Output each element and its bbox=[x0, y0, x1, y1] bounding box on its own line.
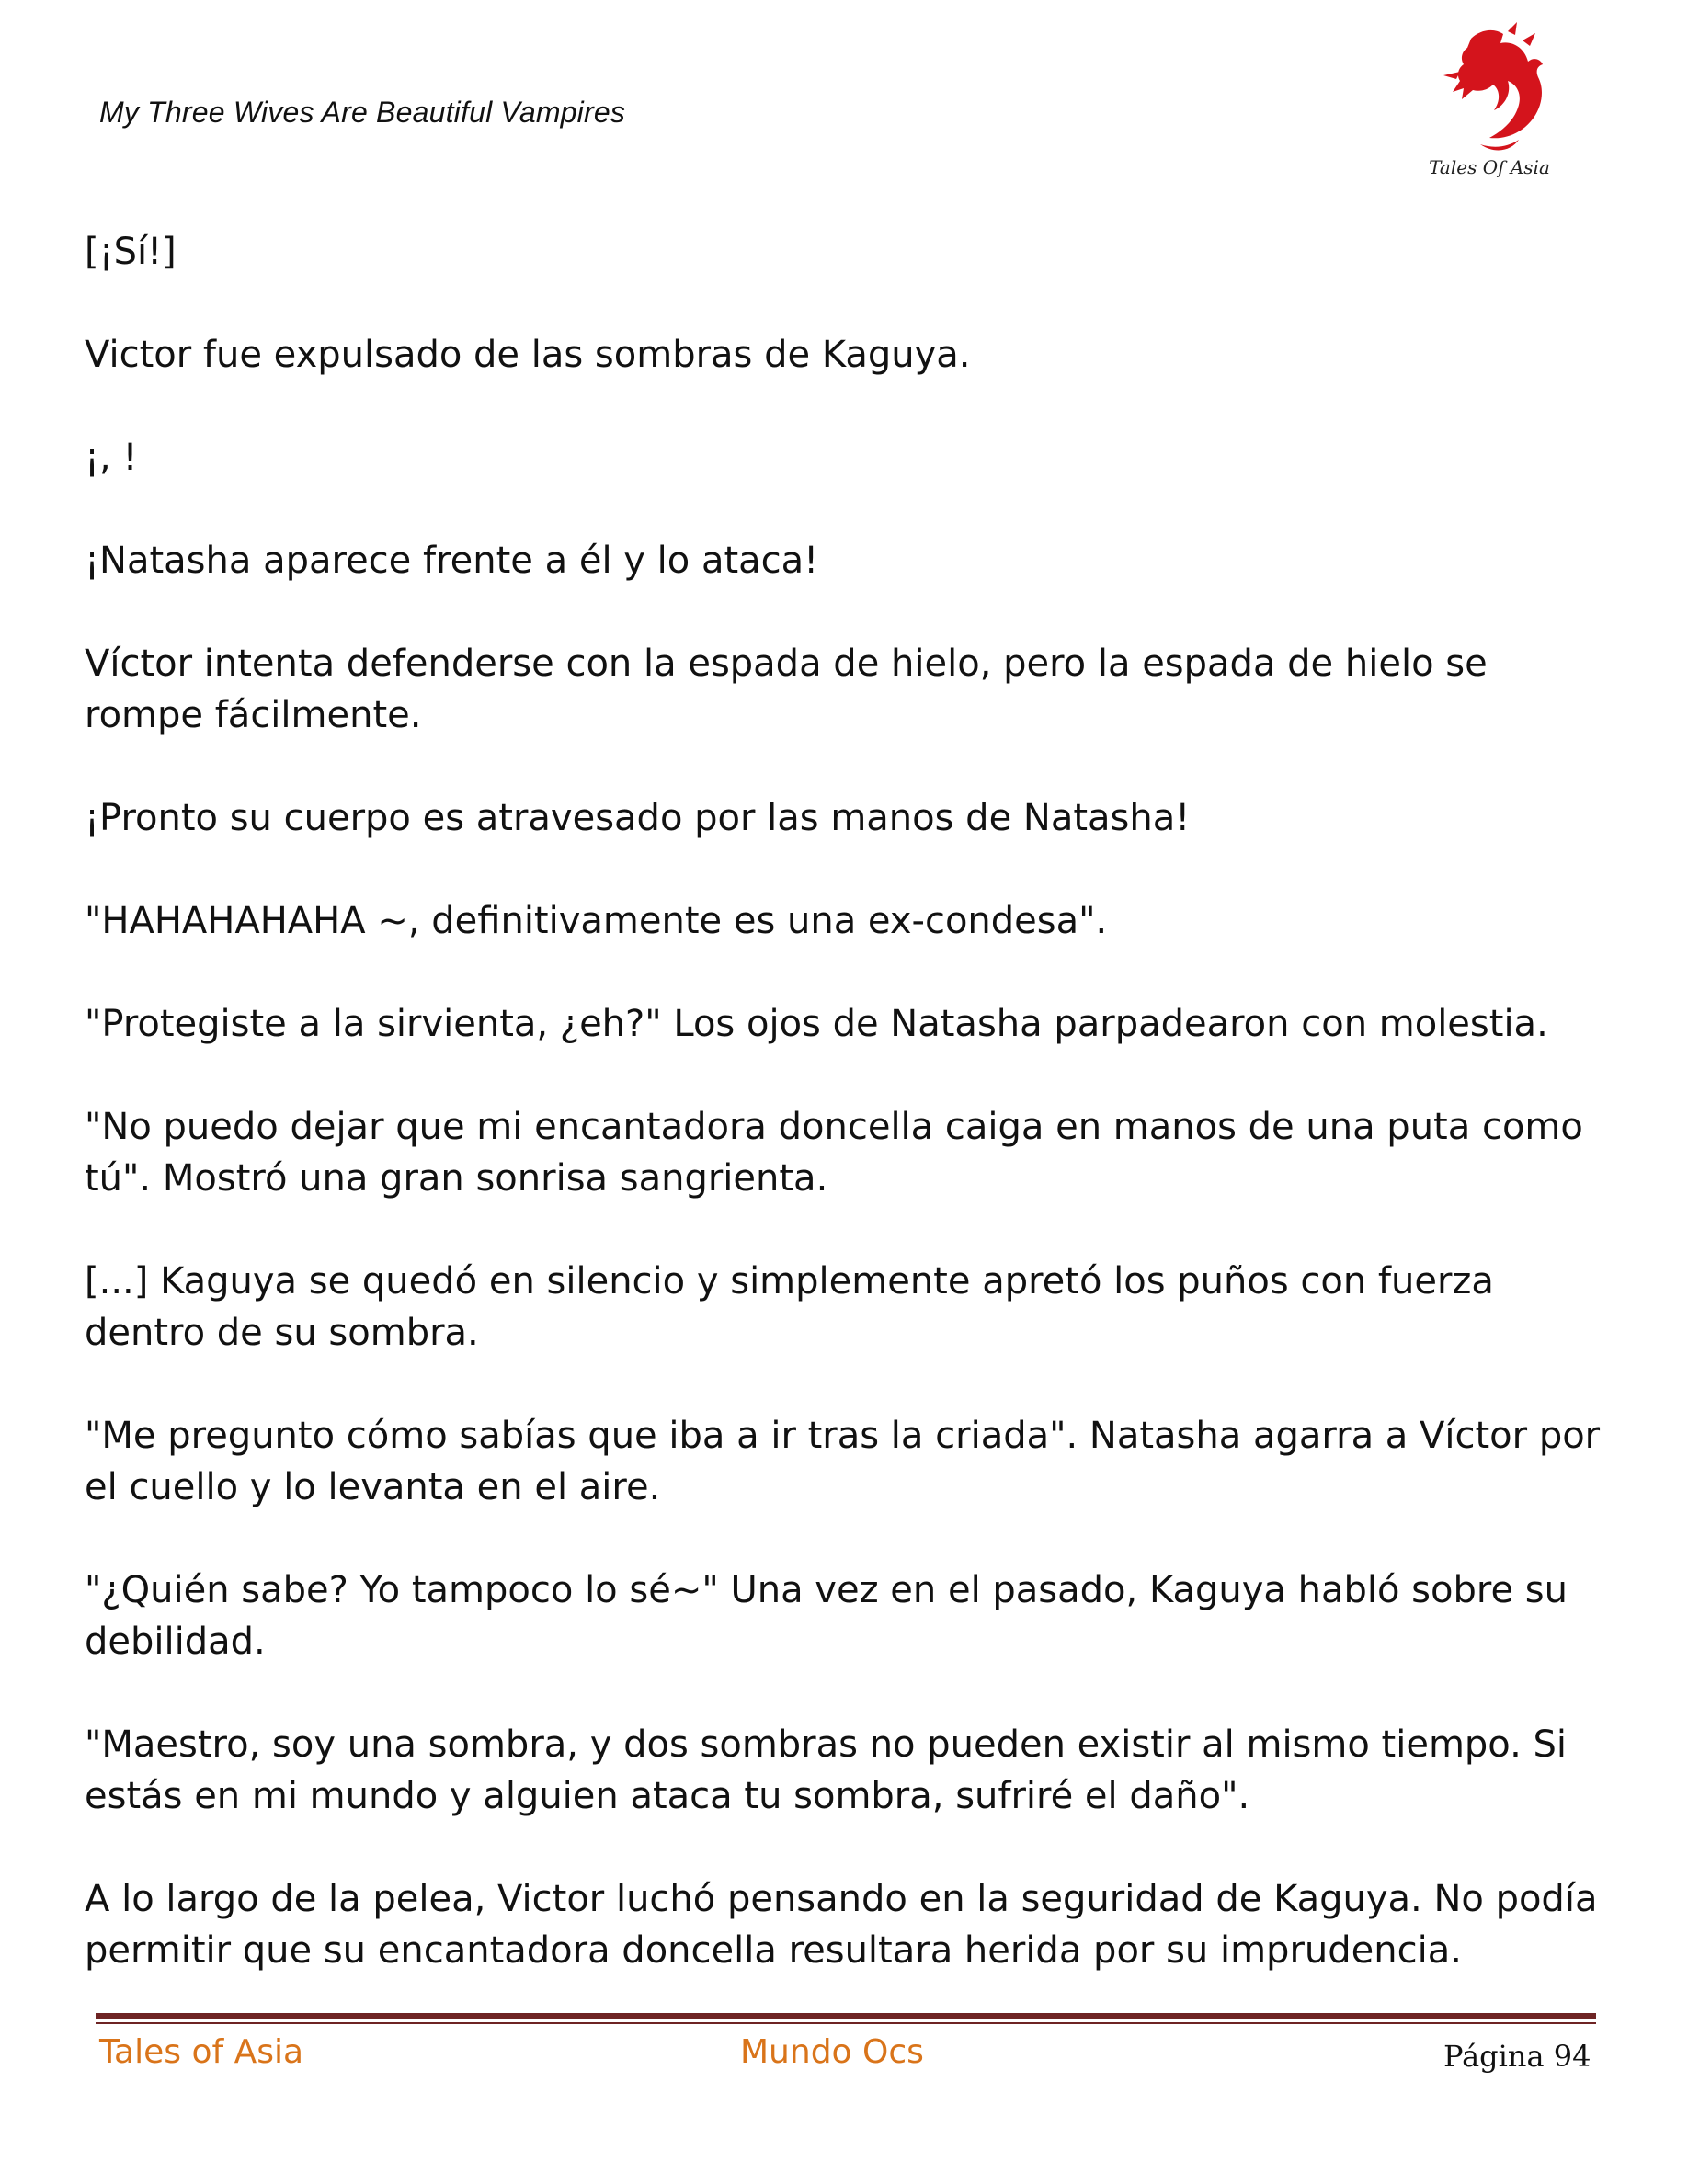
paragraph: "HAHAHAHAHA ~, definitivamente es una ex-condesa". bbox=[85, 900, 1108, 942]
tales-of-asia-logo bbox=[1416, 20, 1563, 181]
paragraph: "Maestro, soy una sombra, y dos sombras no pueden existir al mismo tiempo. Si estás en mi mundo y alguien ataca tu sombra, sufriré el daño". bbox=[85, 1723, 1568, 1817]
paragraph: Victor fue expulsado de las sombras de Kaguya. bbox=[85, 334, 971, 376]
paragraph: A lo largo de la pelea, Victor luchó pensando en la seguridad de Kaguya. No podía permitir que su encantadora doncella resultara herida por su imprudencia. bbox=[85, 1878, 1598, 1972]
logo-text: Tales Of Asia bbox=[1429, 156, 1550, 178]
page-header bbox=[99, 96, 1203, 130]
dragon-icon bbox=[1416, 20, 1563, 158]
paragraph: "No puedo dejar que mi encantadora doncella caiga en manos de una puta como tú". Mostró una gran sonrisa sangrienta. bbox=[85, 1106, 1583, 1200]
paragraph: "¿Quién sabe? Yo tampoco lo sé~" Una vez en el pasado, Kaguya habló sobre su debilidad. bbox=[85, 1569, 1568, 1663]
document-body bbox=[85, 226, 1611, 2028]
page-number: Página 94 bbox=[1443, 2039, 1591, 2074]
paragraph: ¡, ! bbox=[85, 437, 138, 479]
paragraph: "Me pregunto cómo sabías que iba a ir tras la criada". Natasha agarra a Víctor por el cuello y lo levanta en el aire. bbox=[85, 1415, 1601, 1508]
footer-rule bbox=[96, 2013, 1596, 2019]
paragraph: [...] Kaguya se quedó en silencio y simplemente apretó los puños con fuerza dentro de su sombra. bbox=[85, 1260, 1494, 1354]
footer-rule-thin bbox=[96, 2022, 1596, 2024]
paragraph: Víctor intenta defenderse con la espada de hielo, pero la espada de hielo se rompe fácilmente. bbox=[85, 643, 1488, 736]
paragraph: ¡Pronto su cuerpo es atravesado por las manos de Natasha! bbox=[85, 797, 1191, 839]
book-title: My Three Wives Are Beautiful Vampires bbox=[99, 96, 626, 129]
paragraph: [¡Sí!] bbox=[85, 231, 177, 273]
footer-translator: Mundo Ocs bbox=[740, 2033, 924, 2071]
footer-site-name: Tales of Asia bbox=[99, 2033, 304, 2071]
paragraph: ¡Natasha aparece frente a él y lo ataca! bbox=[85, 540, 819, 582]
paragraph: "Protegiste a la sirvienta, ¿eh?" Los ojos de Natasha parpadearon con molestia. bbox=[85, 1003, 1548, 1045]
